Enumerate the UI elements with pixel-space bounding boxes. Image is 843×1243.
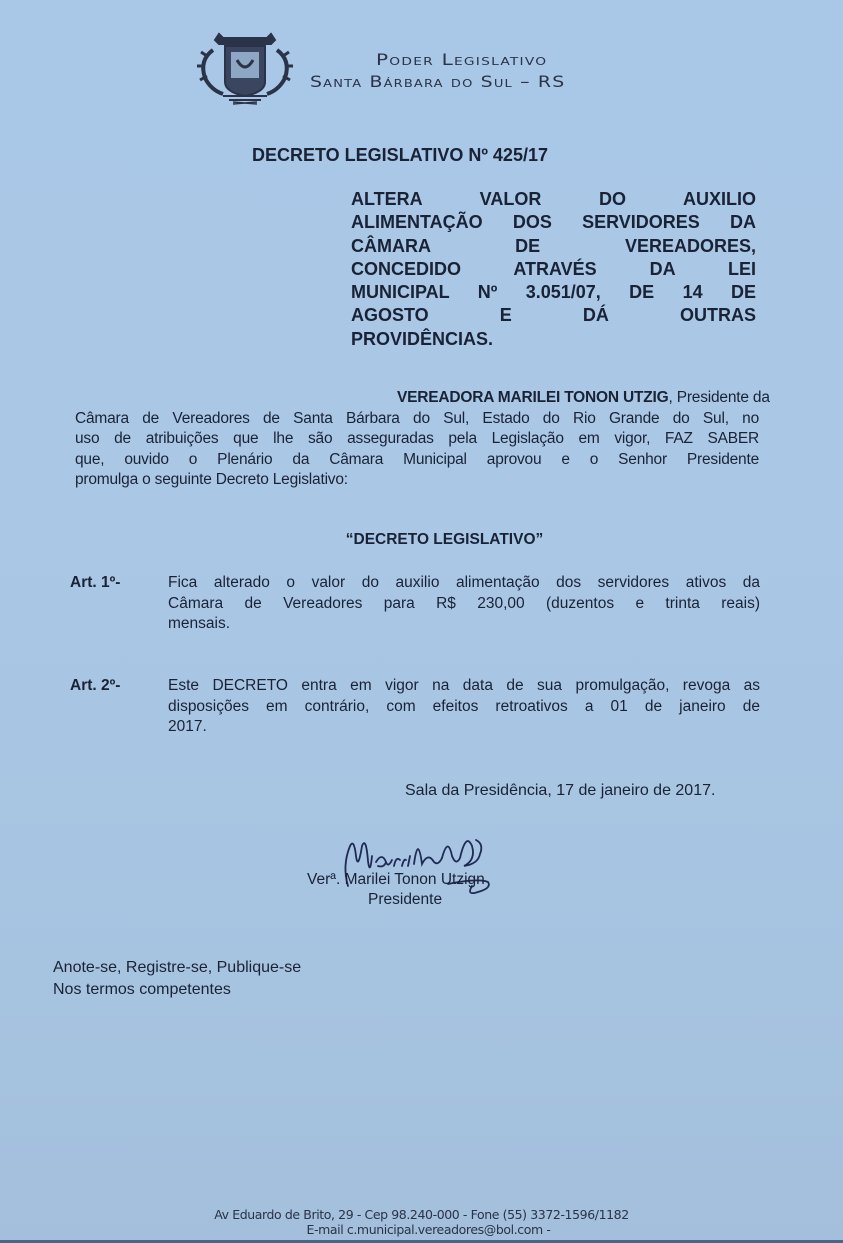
ementa-line: CÂMARA DE VEREADORES, <box>351 235 756 256</box>
speaker-name: VEREADORA MARILEI TONON UTZIG <box>397 389 669 406</box>
article-label: Art. 2º- <box>70 677 121 694</box>
letterhead-institution: Poder Legislativo <box>376 50 548 69</box>
letterhead-municipality: Santa Bárbara do Sul – RS <box>310 72 566 91</box>
speaker-title: , Presidente da <box>668 389 770 406</box>
footer-address: Av Eduardo de Brito, 29 - Cep 98.240-000 - Fone (55) 3372-1596/1182 <box>214 1207 629 1222</box>
preamble-line <box>75 388 770 409</box>
article-1 <box>70 573 760 635</box>
footer-email: E-mail c.municipal.vereadores@bol.com - <box>306 1222 551 1237</box>
article-text <box>168 676 760 738</box>
dateline: Sala da Presidência, 17 de janeiro de 2017. <box>405 782 716 799</box>
ementa-line: ALTERA VALOR DO AUXILIO <box>351 189 756 209</box>
article-line: mensais. <box>168 615 231 632</box>
preamble-line: promulga o seguinte Decreto Legislativo: <box>75 471 348 488</box>
article-line: 2017. <box>168 718 207 735</box>
ementa-line: PROVIDÊNCIAS. <box>351 328 494 349</box>
preamble-line: uso de atribuições que lhe são asseguradas pela Legislação em vigor, FAZ SABER <box>75 430 759 447</box>
ementa-line: ALIMENTAÇÃO DOS SERVIDORES DA <box>351 212 756 233</box>
article-line: Fica alterado o valor do auxilio alimentação dos servidores ativos da <box>168 574 760 591</box>
publication-line: Nos termos competentes <box>53 981 231 998</box>
decree-subtitle: “DECRETO LEGISLATIVO” <box>345 531 544 548</box>
decree-ementa <box>351 188 756 351</box>
article-line: disposições em contrário, com efeitos retroativos a 01 de janeiro de <box>168 697 760 715</box>
signatory-role: Presidente <box>368 891 443 908</box>
article-text <box>168 573 760 635</box>
signatory-name: Verª. Marilei Tonon Utzign <box>307 871 485 888</box>
decree-title: DECRETO LEGISLATIVO Nº 425/17 <box>252 145 548 165</box>
footer <box>0 1207 843 1237</box>
ementa-line: CONCEDIDO ATRAVÉS DA LEI <box>351 258 756 279</box>
coat-of-arms-icon <box>193 30 297 106</box>
article-2 <box>70 676 760 738</box>
ementa-line: MUNICIPAL Nº 3.051/07, DE 14 DE <box>351 282 756 303</box>
publication-line: Anote-se, Registre-se, Publique-se <box>53 959 302 976</box>
article-line: Este DECRETO entra em vigor na data de sua promulgação, revoga as <box>168 677 760 694</box>
article-line: Câmara de Vereadores para R$ 230,00 (duzentos e trinta reais) <box>168 594 760 612</box>
preamble <box>75 388 770 491</box>
preamble-line: que, ouvido o Plenário da Câmara Municipal aprovou e o Senhor Presidente <box>75 450 759 468</box>
publication-order <box>53 957 301 1001</box>
article-label: Art. 1º- <box>70 574 121 591</box>
ementa-line: AGOSTO E DÁ OUTRAS <box>351 305 756 326</box>
preamble-line: Câmara de Vereadores de Santa Bárbara do Sul, Estado do Rio Grande do Sul, no <box>75 409 759 427</box>
